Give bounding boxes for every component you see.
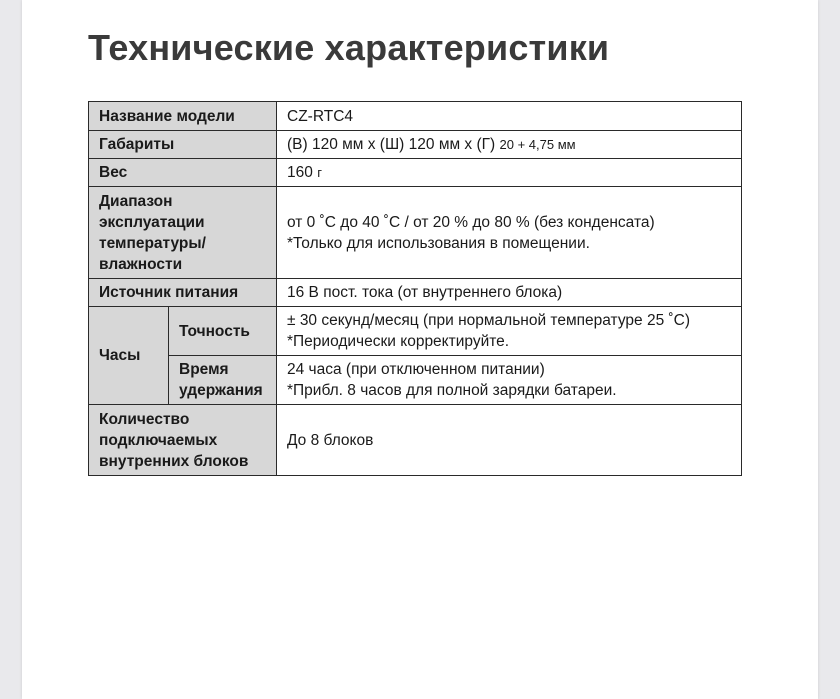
power-value: 16 В пост. тока (от внутреннего блока) [277,279,742,307]
model-label: Название модели [89,102,277,131]
table-row [89,159,742,187]
accuracy-label: Точность [169,307,277,356]
table-row [89,187,742,279]
label-line: Диапазон [99,192,173,210]
retention-label [169,356,277,405]
table-row [89,102,742,131]
value-line: от 0 ˚C до 40 ˚C / от 20 % до 80 % (без конденсата) [287,213,655,231]
model-value: CZ-RTC4 [277,102,742,131]
label-line: эксплуатации [99,213,205,231]
operating-range-label [89,187,277,279]
dimensions-value-main: (В) 120 мм x (Ш) 120 мм x (Г) [287,136,496,153]
weight-value [277,159,742,187]
weight-label: Вес [89,159,277,187]
label-line: температуры/ [99,234,206,252]
operating-range-value [277,187,742,279]
label-line: внутренних блоков [99,452,249,470]
clock-label: Часы [89,307,169,405]
accuracy-value [277,307,742,356]
table-row [89,131,742,159]
table-row [89,307,742,356]
label-line: подключаемых [99,431,218,449]
specifications-table [88,101,742,476]
value-line: ± 30 секунд/месяц (при нормальной температуре 25 ˚C) [287,312,691,329]
value-line: *Периодически корректируйте. [287,333,510,350]
table-row [89,356,742,405]
label-line: Время [179,361,229,378]
value-line: *Прибл. 8 часов для полной зарядки батареи. [287,382,617,399]
retention-value [277,356,742,405]
units-label [89,405,277,476]
dimensions-value [277,131,742,159]
weight-number: 160 [287,164,313,181]
label-line: Количество [99,410,190,428]
label-line: влажности [99,255,183,273]
dimensions-label: Габариты [89,131,277,159]
dimensions-value-depth: 20 + 4,75 мм [499,137,576,152]
document-page [22,0,818,699]
label-line: удержания [179,382,263,399]
value-line: 24 часа (при отключенном питании) [287,361,545,378]
table-row [89,405,742,476]
units-value: До 8 блоков [277,405,742,476]
power-label: Источник питания [89,279,277,307]
table-row [89,279,742,307]
weight-unit: г [317,165,322,180]
page-title: Технические характеристики [88,27,610,68]
value-line: *Только для использования в помещении. [287,234,590,252]
